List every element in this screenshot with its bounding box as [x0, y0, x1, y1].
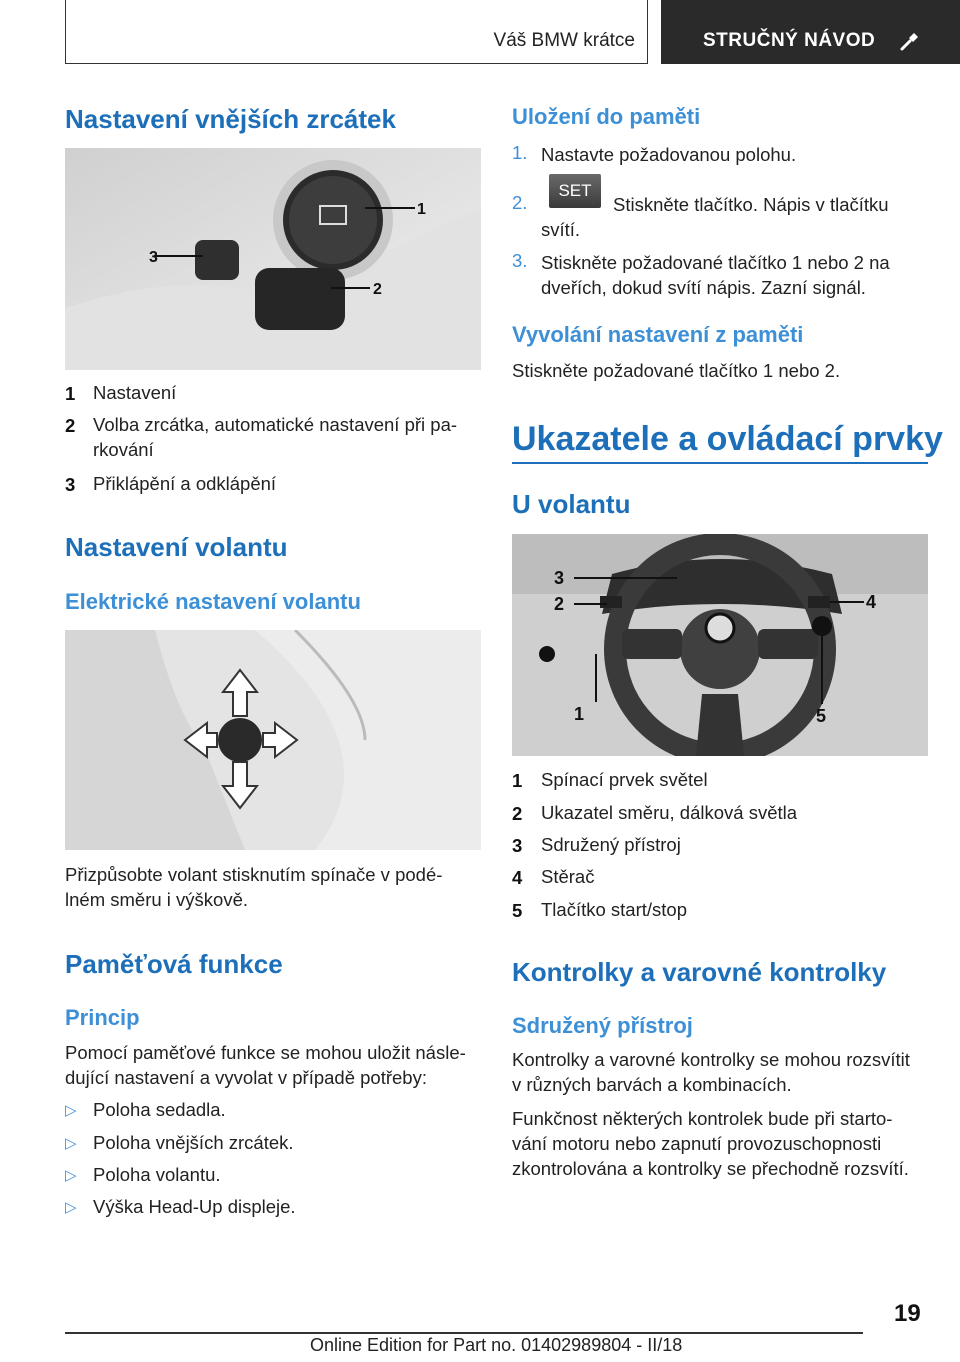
mirror-callout-3: 3	[149, 249, 158, 266]
store-step-num: 2.	[512, 192, 528, 213]
wheel-body-line2: lném směru i výškově.	[65, 889, 248, 910]
bullet-triangle-icon: ▷	[65, 1102, 77, 1119]
wheel-body-line1: Přizpůsobte volant stisknutím spínače v podé-	[65, 864, 443, 885]
warnings-p2-line3: zkontrolována a kontrolky se přechodně rozsvítí.	[512, 1158, 909, 1179]
controls-legend-num: 3	[512, 835, 523, 856]
wheel-callout-3: 3	[554, 568, 565, 588]
wheel-callout-2: 2	[554, 594, 565, 614]
controls-legend-num: 1	[512, 770, 523, 791]
controls-legend-text: Sdružený přístroj	[541, 834, 681, 855]
bullet-triangle-icon: ▷	[65, 1167, 77, 1184]
warnings-p2-line1: Funkčnost některých kontrolek bude při starto-	[512, 1108, 893, 1129]
store-title: Uložení do paměti	[512, 104, 701, 129]
steering-adjust-image	[65, 630, 481, 850]
wheel-callout-4: 4	[866, 592, 877, 612]
memory-bullet: Poloha sedadla.	[93, 1099, 226, 1120]
mirror-legend-num: 2	[65, 415, 76, 436]
mirror-legend-text: Přiklápění a odklápění	[93, 473, 277, 494]
page-number: 19	[894, 1300, 921, 1327]
mirror-legend-text: Volba zrcátka, automatické nastavení při pa-	[93, 414, 458, 435]
header-section-title: Váš BMW krátce	[493, 30, 635, 51]
bullet-triangle-icon: ▷	[65, 1199, 77, 1216]
mirror-callout-2: 2	[373, 281, 382, 298]
mirror-legend-num: 3	[65, 474, 76, 495]
mirror-legend-text-cont: rkování	[93, 439, 154, 460]
controls-legend-num: 2	[512, 803, 523, 824]
controls-legend-text: Ukazatel směru, dálková světla	[541, 802, 798, 823]
controls-title-rule	[512, 462, 928, 464]
bullet-triangle-icon: ▷	[65, 1135, 77, 1152]
mirror-legend-text: Nastavení	[93, 382, 177, 403]
mirrors-title: Nastavení vnějších zrcátek	[65, 104, 396, 134]
wheel-callout-5: 5	[816, 706, 827, 726]
controls-legend-text: Spínací prvek světel	[541, 769, 708, 790]
mirror-controls-image	[65, 148, 481, 370]
store-step-text-cont: dveřích, dokud svítí nápis. Zazní signál.	[541, 277, 866, 298]
store-step-text: Stiskněte tlačítko. Nápis v tlačítku	[613, 194, 889, 215]
footer-rule	[65, 1332, 863, 1334]
controls-legend-text: Tlačítko start/stop	[541, 899, 687, 920]
controls-legend-num: 4	[512, 867, 523, 888]
store-step-text: Nastavte požadovanou polohu.	[541, 144, 797, 165]
warnings-subtitle: Sdružený přístroj	[512, 1013, 693, 1038]
footer-edition: Online Edition for Part no. 01402989804 - II/18	[310, 1335, 683, 1355]
controls-title: Ukazatele a ovládací prvky	[512, 420, 943, 458]
recall-title: Vyvolání nastavení z paměti	[512, 322, 804, 347]
memory-bullet: Poloha volantu.	[93, 1164, 221, 1185]
header-chapter-box	[661, 0, 960, 64]
memory-bullet: Poloha vnějších zrcátek.	[93, 1132, 294, 1153]
mirror-legend-num: 1	[65, 383, 76, 404]
set-button-image	[549, 174, 601, 208]
store-step-text-cont: svítí.	[541, 219, 581, 240]
steering-wheel-image	[512, 534, 928, 756]
warnings-p2-line2: vání motoru nebo zapnutí provozuschopnosti	[512, 1133, 882, 1154]
memory-body-line2: dující nastavení a vyvolat v případě potřeby:	[65, 1067, 427, 1088]
warnings-p1-line1: Kontrolky a varovné kontrolky se mohou rozsvítit	[512, 1049, 910, 1070]
wrench-icon	[899, 30, 921, 52]
controls-legend-text: Stěrač	[541, 866, 595, 887]
store-step-num: 3.	[512, 250, 528, 271]
header-chapter-title: STRUČNÝ NÁVOD	[703, 30, 876, 51]
controls-legend-num: 5	[512, 900, 523, 921]
store-step-num: 1.	[512, 142, 528, 163]
warnings-p1-line2: v různých barvách a kombinacích.	[512, 1074, 792, 1095]
memory-title: Paměťová funkce	[65, 949, 283, 979]
mirror-callout-1: 1	[417, 201, 426, 218]
wheel-title: Nastavení volantu	[65, 532, 288, 562]
memory-body-line1: Pomocí paměťové funkce se mohou uložit násle-	[65, 1042, 466, 1063]
recall-body: Stiskněte požadované tlačítko 1 nebo 2.	[512, 360, 841, 381]
store-step-text: Stiskněte požadované tlačítko 1 nebo 2 na	[541, 252, 890, 273]
controls-subtitle: U volantu	[512, 489, 631, 519]
header-section-box	[65, 0, 648, 64]
wheel-subtitle: Elektrické nastavení volantu	[65, 589, 361, 614]
warnings-title: Kontrolky a varovné kontrolky	[512, 957, 887, 987]
memory-bullet: Výška Head-Up displeje.	[93, 1196, 296, 1217]
wheel-callout-1: 1	[574, 704, 585, 724]
memory-subtitle: Princip	[65, 1005, 140, 1030]
set-button-label: SET	[549, 174, 601, 208]
